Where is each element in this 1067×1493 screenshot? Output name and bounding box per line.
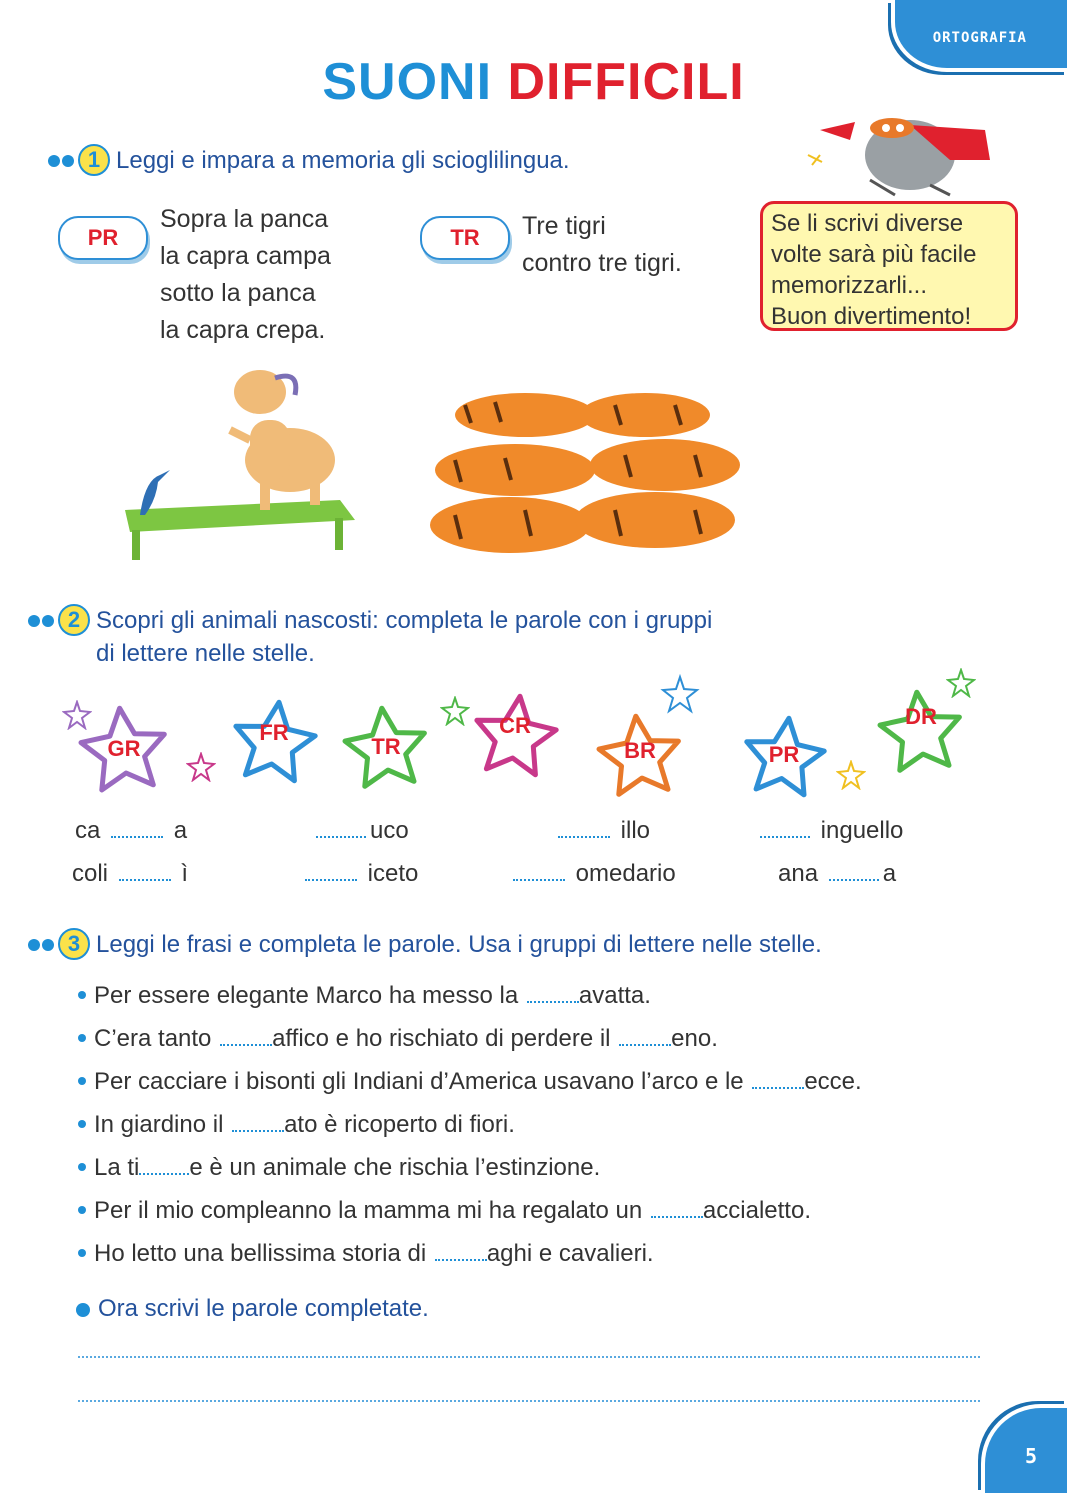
small-star-icon bbox=[62, 700, 92, 730]
star-label: GR bbox=[107, 736, 141, 761]
star-label: CR bbox=[499, 713, 531, 738]
letter-star bbox=[336, 700, 436, 792]
bullet-icon bbox=[78, 1120, 86, 1128]
pr-label: PR bbox=[58, 216, 148, 260]
goat-illustration bbox=[110, 360, 380, 575]
sentence-blank[interactable] bbox=[752, 1069, 804, 1089]
exercise1-instruction: Leggi e impara a memoria gli scioglilingua. bbox=[116, 147, 570, 174]
bullet-icon bbox=[78, 1206, 86, 1214]
sentence-item: Per cacciare i bisonti gli Indiani d’America usavano l’arco e le ecce. bbox=[78, 1068, 862, 1096]
star-label: TR bbox=[371, 734, 401, 759]
bullet-icon bbox=[78, 1077, 86, 1085]
letter-star bbox=[224, 694, 324, 786]
instruction-line: di lettere nelle stelle. bbox=[96, 640, 315, 667]
word-blank[interactable] bbox=[111, 818, 163, 838]
title-part1: SUONI bbox=[322, 53, 493, 111]
tr-label: TR bbox=[420, 216, 510, 260]
word-item: uco bbox=[316, 817, 409, 845]
sentence-blank[interactable] bbox=[232, 1112, 284, 1132]
word-item: omedario bbox=[513, 860, 676, 888]
word-item: ana a bbox=[778, 860, 897, 887]
exercise-dots bbox=[48, 155, 76, 167]
rhyme-line: sotto la panca bbox=[160, 279, 316, 307]
exercise2-instruction bbox=[96, 604, 712, 670]
rhyme-line: Tre tigri bbox=[522, 212, 606, 240]
bullet-icon bbox=[76, 1303, 90, 1317]
word-blank[interactable] bbox=[305, 861, 357, 881]
exercise-dots bbox=[28, 939, 56, 951]
word-blank[interactable] bbox=[760, 818, 810, 838]
word-item: coli ì bbox=[72, 860, 189, 887]
sentence-blank[interactable] bbox=[651, 1198, 703, 1218]
letter-star bbox=[590, 708, 690, 800]
sentence-blank[interactable] bbox=[435, 1241, 487, 1261]
sentence-blank[interactable] bbox=[619, 1026, 671, 1046]
bullet-icon bbox=[78, 1249, 86, 1257]
tigers-illustration bbox=[415, 370, 755, 575]
sentence-item: Ho letto una bellissima storia di aghi e cavalieri. bbox=[78, 1240, 654, 1268]
sentence-item: La ti e è un animale che rischia l’estinzione. bbox=[78, 1154, 600, 1182]
write-instruction-row bbox=[76, 1292, 429, 1325]
sentence-blank[interactable] bbox=[220, 1026, 272, 1046]
rhyme-line: contro tre tigri. bbox=[522, 249, 682, 277]
bubble-line: volte sarà più facile bbox=[771, 241, 977, 268]
sentence-blank[interactable] bbox=[527, 983, 579, 1003]
star-label: DR bbox=[905, 704, 937, 729]
bubble-line: memorizzarli... bbox=[771, 272, 928, 299]
superhero-illustration bbox=[800, 100, 1020, 200]
rhyme-line: la capra crepa. bbox=[160, 316, 326, 344]
small-star-icon bbox=[836, 760, 866, 790]
rhyme-line: Sopra la panca bbox=[160, 205, 329, 233]
bubble-line: Buon divertimento! bbox=[771, 303, 972, 330]
write-instruction: Ora scrivi le parole completate. bbox=[98, 1295, 429, 1322]
star-label: PR bbox=[768, 742, 800, 767]
word-blank[interactable] bbox=[558, 818, 610, 838]
word-blank[interactable] bbox=[829, 861, 879, 881]
word-blank[interactable] bbox=[316, 818, 366, 838]
word-item: inguello bbox=[760, 817, 903, 845]
word-blank[interactable] bbox=[119, 861, 171, 881]
answer-line[interactable] bbox=[78, 1356, 980, 1358]
small-star-icon bbox=[186, 752, 216, 782]
exercise1-number: 1 bbox=[78, 144, 110, 176]
sentence-item: Per il mio compleanno la mamma mi ha regalato un accialetto. bbox=[78, 1197, 811, 1225]
tr-rhyme bbox=[522, 208, 682, 282]
bubble-line: Se li scrivi diverse bbox=[771, 210, 964, 237]
exercise-dots bbox=[28, 615, 56, 627]
sentence-item: Per essere elegante Marco ha messo la avatta. bbox=[78, 982, 651, 1010]
sentence-item: C’era tanto affico e ho rischiato di perdere il eno. bbox=[78, 1025, 718, 1053]
page-number: 5 bbox=[1024, 1444, 1037, 1468]
small-star-icon bbox=[660, 674, 700, 714]
word-item: iceto bbox=[305, 860, 418, 888]
exercise1-header bbox=[48, 144, 570, 177]
title-part2: DIFFICILI bbox=[507, 53, 745, 111]
section-tab-label: ORTOGRAFIA bbox=[932, 30, 1027, 46]
small-star-icon bbox=[440, 696, 470, 726]
small-star-icon bbox=[946, 668, 976, 698]
sentence-blank[interactable] bbox=[139, 1155, 189, 1175]
exercise3-number: 3 bbox=[58, 928, 90, 960]
bullet-icon bbox=[78, 1163, 86, 1171]
pr-rhyme bbox=[160, 201, 331, 349]
word-item: ca a bbox=[75, 817, 188, 844]
word-item: illo bbox=[558, 817, 650, 845]
exercise3-header bbox=[28, 928, 822, 961]
bullet-icon bbox=[78, 1034, 86, 1042]
star-label: BR bbox=[624, 738, 656, 763]
letter-star bbox=[736, 710, 832, 800]
word-blank[interactable] bbox=[513, 861, 565, 881]
sentence-item: In giardino il ato è ricoperto di fiori. bbox=[78, 1111, 515, 1139]
exercise2-header bbox=[28, 604, 712, 670]
answer-line[interactable] bbox=[78, 1400, 980, 1402]
exercise3-instruction: Leggi le frasi e completa le parole. Usa i gruppi di lettere nelle stelle. bbox=[96, 931, 822, 958]
exercise2-number: 2 bbox=[58, 604, 90, 636]
rhyme-line: la capra campa bbox=[160, 242, 331, 270]
letter-star bbox=[466, 688, 564, 780]
tip-bubble bbox=[760, 201, 1018, 331]
star-label: FR bbox=[259, 720, 289, 745]
bullet-icon bbox=[78, 991, 86, 999]
instruction-line: Scopri gli animali nascosti: completa le parole con i gruppi bbox=[96, 607, 713, 634]
